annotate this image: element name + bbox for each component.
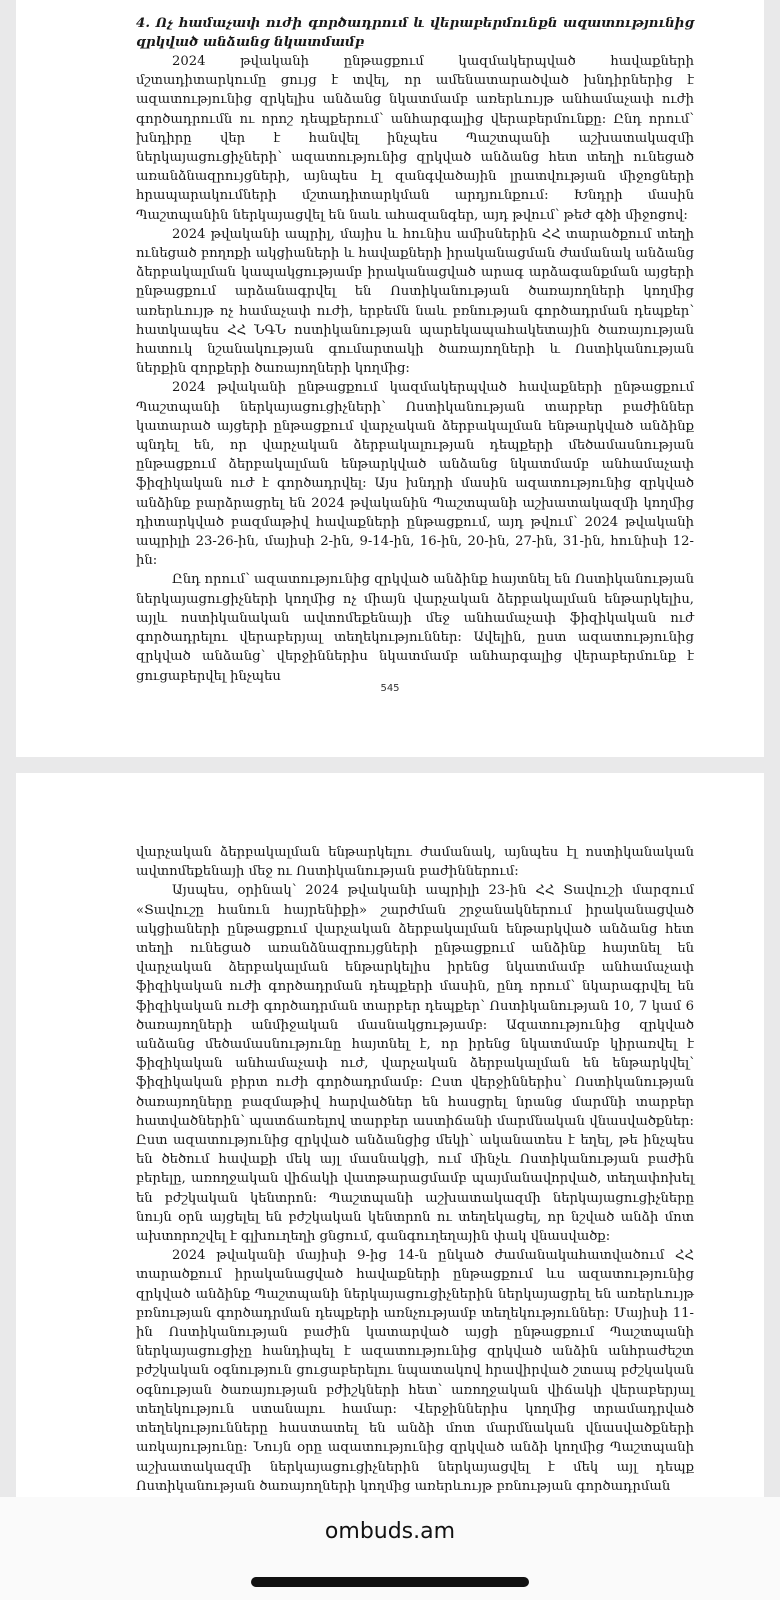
home-indicator[interactable] [251, 1577, 529, 1587]
browser-bottom-bar [0, 1497, 780, 1600]
paragraph: 2024 թվականի ընթացքում կազմակերպված հավաքների մշտադիտարկումը ցույց է տվել, որ ամենատարածված խնդիրներից է ազատությունից զրկելիս անձանց նկատմամբ առերևույթ անհամաչափ ուժի գործադրումն ու որոշ դեպքերում՝ անհարգալից վերաբերմունքը: Ընդ որում՝ խնդիրը վեր է հանվել ինչպես Պաշտպանի աշխատակազմի ներկայացուցիչների՝ ազատությունից զրկված անձանց հետ տեղի ունեցած առանձնազրույցների, այնպես էլ զանգվածային լրատվության միջոցների հրապարակումների մշտադիտարկման արդյունքում: Խնդրի մասին Պաշտպանին ներկայացվել են նաև ահազանգեր, այդ թվում՝ թեժ գծի միջոցով: [136, 54, 694, 223]
document-page-546 [16, 773, 764, 1513]
paragraph: 2024 թվականի մայիսի 9-ից 14-ն ընկած ժամանակահատվածում ՀՀ տարածքում իրականացված հավաքների ընթացքում ևս ազատությունից զրկված անձինք Պաշտպանի ներկայացուցիչներին ներկայացրել են առերևույթ բռնության գործադրման դեպքերի առնչությամբ տեղեկություններ: Մայիսի 11-ին Ոստիկանության բաժին կատարված այցի ընթացքում Պաշտպանի ներկայացուցիչը հանդիպել է ազատությունից զրկված անձին անհրաժեշտ բժշկական օգնություն ցուցաբերելու նպատակով հրավիրված շտապ բժշկական օգնության ծառայության բժիշկների հետ՝ առողջական վիճակի վերաբերյալ տեղեկություն ստանալու համար: Վերջիններիս կողմից տրամադրված տեղեկությունները հաստատել են անձի մոտ մարմնական վնասվածքների առկայությունը: Նույն օրը ազատությունից զրկված անձի կողմից Պաշտպանի աշխատակազմի ներկայացուցիչներին ներկայացվել է մեկ այլ դեպք Ոստիկանության ծառայողների կողմից առերևույթ բռնության գործադրման [136, 1248, 694, 1494]
page-number: 545 [380, 683, 400, 694]
paragraph: Այսպես, օրինակ՝ 2024 թվականի ապրիլի 23-ին ՀՀ Տավուշի մարզում «Տավուշը հանուն հայրենիքի» շարժման շրջանակներում իրականացված ակցիաների ընթացքում վարչական ձերբակալման ենթարկված անձանց հետ տեղի ունեցած առանձնազրույցների ընթացքում անձինք հայտնել են վարչական ձերբակալման ենթարկելիս իրենց նկատմամբ անհամաչափ ֆիզիկական ուժի գործադրման դեպքերի մասին, ընդ որում՝ նկարագրվել են ֆիզիկական ուժի գործադրման տարբեր դեպքեր՝ Ոստիկանության 10, 7 կամ 6 ծառայողների անմիջական մասնակցությամբ: Ազատությունից զրկված անձանց մեծամասնությունը հայտնել է, որ իրենց նկատմամբ կիրառվել է ֆիզիկական անհամաչափ ուժ, վարչական ձերբակալման են ենթարկվել՝ ֆիզիկական բիրտ ուժի գործադրմամբ: Ըստ վերջիններիս՝ Ոստիկանության ծառայողները բազմաթիվ հարվածներ են հասցրել նրանց մարմնի տարբեր հատվածներին՝ պատճառելով տարբեր աստիճանի մարմնական վնասվածքներ: Ըստ ազատությունից զրկված անձանցից մեկի՝ ականատես է եղել, թե ինչպես են ծեծում հավաքի մեկ այլ մասնակցի, ում մինչև Ոստիկանության բաժին բերելը, առողջական վիճակի վատթարացմամբ պայմանավորված, տեղափոխել են բժշկական կենտրոն: Պաշտպանի աշխատակազմի ներկայացուցիչները նույն օրն այցելել են բժշկական կենտրոն ու տեղեկացել, որ նշված անձի մոտ ախտորոշվել է գլխուղեղի ցնցում, գանգուղեղային փակ վնասվածք: [136, 883, 694, 1245]
document-page-545 [16, 0, 764, 757]
paragraph: վարչական ձերբակալման ենթարկելու ժամանակ, այնպես էլ ոստիկանական ավտոմեքենայի մեջ ու Ոստիկանության բաժիններում: [136, 845, 694, 880]
paragraph: 2024 թվականի ապրիլ, մայիս և հունիս ամիսներին ՀՀ տարածքում տեղի ունեցած բողոքի ակցիաների և հավաքների իրականացման ժամանակ անձանց ձերբակալման կապակցությամբ իրականացված արագ արձագանքման այցերի ընթացքում արձանագրվել են Ոստիկանության ծառայողների կողմից առերևույթ ոչ համաչափ ուժի, երբեմն նաև բռնության գործադրման դեպքեր՝ հատկապես ՀՀ ՆԳՆ ոստիկանության պարեկապահակետային ծառայության հատուկ նշանակության գումարտակի ծառայողների և Ոստիկանության ներքին զորքերի ծառայողների կողմից: [136, 226, 694, 377]
paragraph: 2024 թվականի ընթացքում կազմակերպված հավաքների ընթացքում Պաշտպանի ներկայացուցիչների՝ Ոստիկանության տարբեր բաժիններ կատարած այցերի ընթացքում վարչական ձերբակալման ենթարկված անձինք պնդել են, որ վարչական ձերբակալության դեպքերի մեծամասնության ընթացքում ձերբակալման ենթարկված անձանց նկատմամբ անհամաչափ ֆիզիկական ուժ է գործադրվել: Այս խնդրի մասին ազատությունից զրկված անձինք բարձրացրել են 2024 թվականին Պաշտպանի աշխատակազմի կողմից դիտարկված բազմաթիվ հավաքների ընթացքում, այդ թվում՝ 2024 թվականի ապրիլի 23-26-ին, մայիսի 2-ին, 9-14-ին, 16-ին, 20-ին, 27-ին, 31-ին, հունիսի 12-ին: [136, 380, 694, 569]
page-body [136, 773, 694, 1496]
paragraph: Ընդ որում՝ ազատությունից զրկված անձինք հայտնել են Ոստիկանության ներկայացուցիչների կողմից ոչ միայն վարչական ձերբակալման ենթարկելիս, այլև ոստիկանական ավտոմեքենայի մեջ անհամաչափ ֆիզիկական ուժ գործադրելու վերաբերյալ տեղեկություններ: Ավելին, ըստ ազատությունից զրկված անձանց՝ վերջիններիս նկատմամբ անհարգալից վերաբերմունք է ցուցաբերվել ինչպես [136, 572, 694, 684]
section-heading: 4. Ոչ համաչափ ուժի գործադրում և վերաբերմունքն ազատությունից զրկված անձանց նկատմամբ [136, 15, 694, 50]
url-address[interactable]: ombuds.am [324, 1519, 456, 1544]
